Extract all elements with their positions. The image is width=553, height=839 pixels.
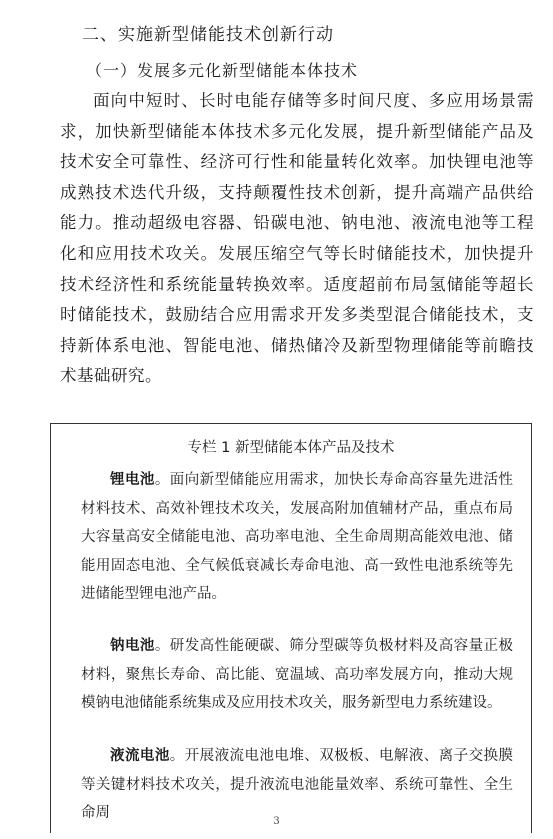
box-item-term: 锂电池	[110, 472, 155, 488]
section-heading: 二、实施新型储能技术创新行动	[82, 25, 334, 45]
box-item-flow	[81, 742, 513, 828]
column-box	[50, 423, 532, 833]
subsection-heading: （一）发展多元化新型储能本体技术	[86, 61, 359, 80]
body-paragraph: 面向中短时、长时电能存储等多时间尺度、多应用场景需求，加快新型储能本体技术多元化发展，提升新型储能产品及技术安全可靠性、经济可行性和能量转化效率。加快锂电池等成熟技术迭代升级，支持颠覆性技术创新，提升高端产品供给能力。推动超级电容器、铅碳电池、钠电池、液流电池等工程化和应用技术攻关。发展压缩空气等长时储能技术，加快提升技术经济性和系统能量转换效率。适度超前布局氢储能等超长时储能技术，鼓励结合应用需求开发多类型混合储能技术，支持新体系电池、智能电池、储热储冷及新型物理储能等前瞻技术基础研究。	[60, 91, 534, 386]
box-item-text: 。开展液流电池电堆、双极板、电解液、离子交换膜等关键材料技术攻关，提升液流电池能量效率、系统可靠性、全生命周	[81, 748, 514, 822]
box-item-text: 。面向新型储能应用需求，加快长寿命高容量先进活性材料技术、高效补锂技术攻关，发展高附加值辅材产品，重点布局大容量高安全储能电池、高功率电池、全生命周期高能效电池、储能用固态电池、全气候低衰减长寿命电池、高一致性电池系统等先进储能型锂电池产品。	[81, 472, 513, 603]
box-item-sodium	[81, 632, 513, 718]
box-item-text: 。研发高性能硬碳、筛分型碳等负极材料及高容量正极材料，聚焦长寿命、高比能、宽温域、高功率发展方向，推动大规模钠电池储能系统集成及应用技术攻关，服务新型电力系统建设。	[81, 638, 513, 712]
box-item-term: 液流电池	[110, 748, 170, 764]
box-title: 专栏 1 新型储能本体产品及技术	[187, 440, 395, 456]
page-number: 3	[273, 816, 280, 827]
box-item-lithium	[81, 466, 513, 609]
box-item-term: 钠电池	[110, 638, 155, 654]
